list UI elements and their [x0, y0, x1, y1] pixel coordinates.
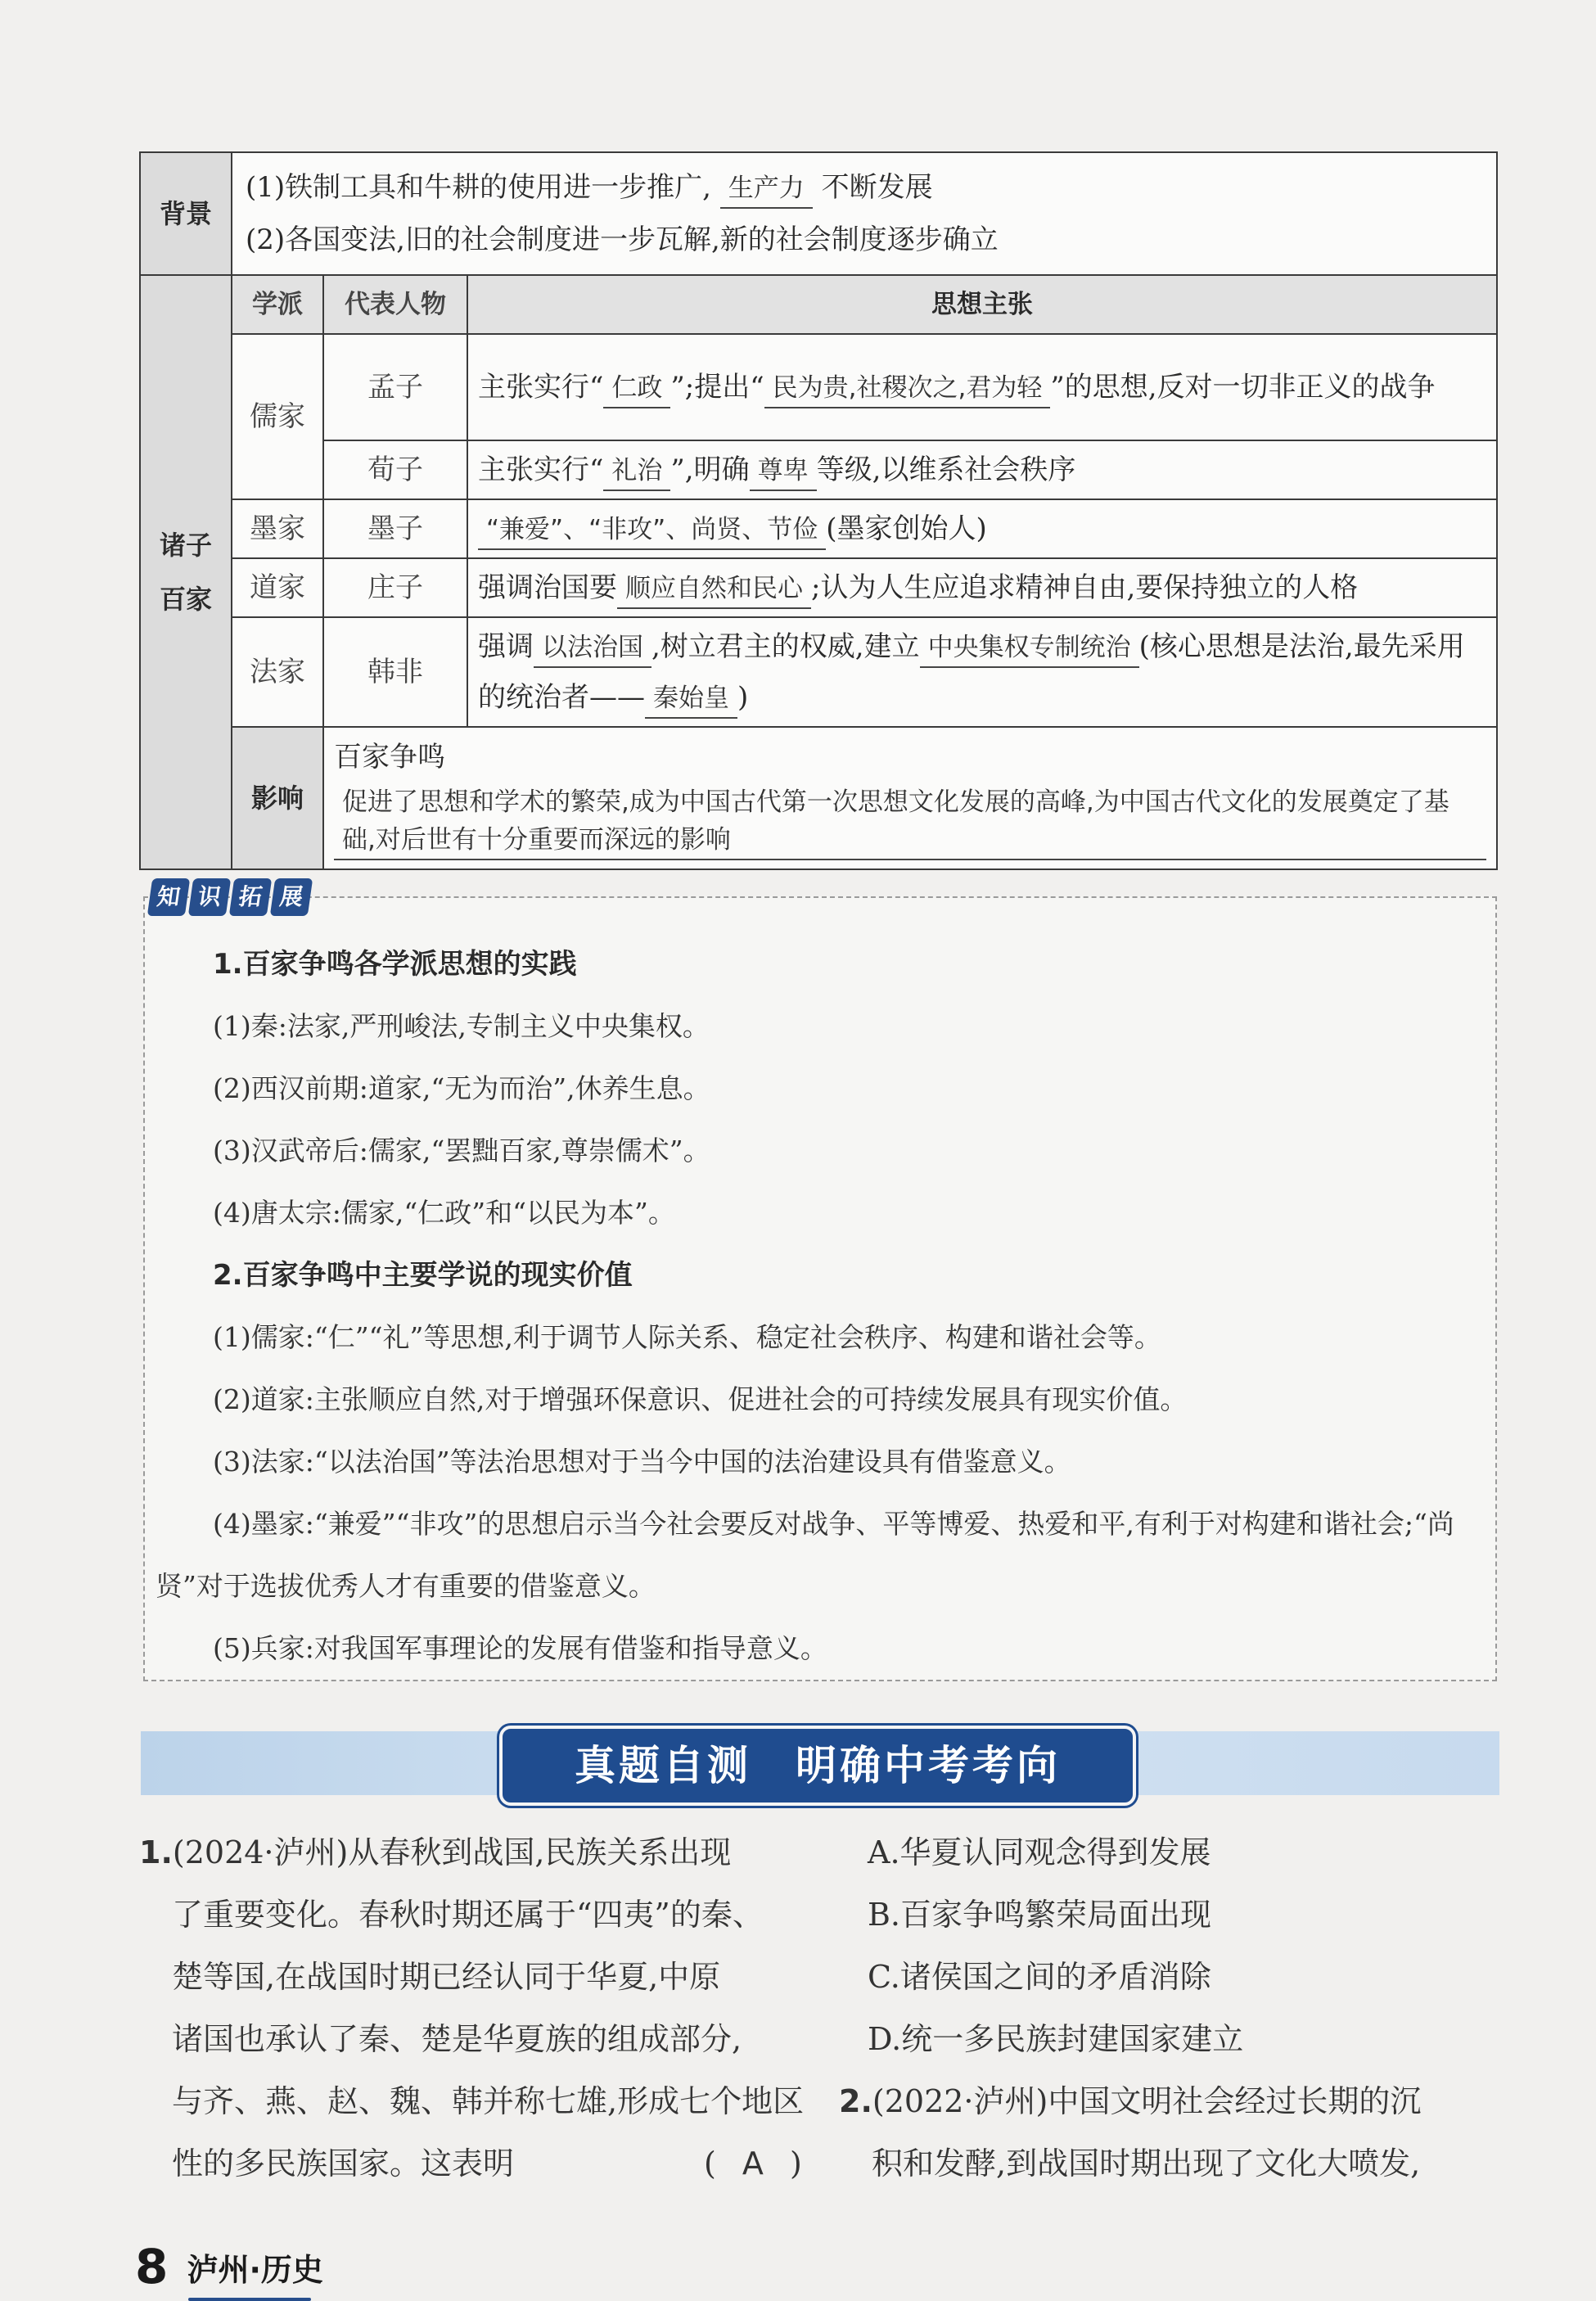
knowledge-item: (4)唐太宗:儒家,“仁政”和“以民为本”。 [213, 1197, 675, 1229]
header-person: 代表人物 [323, 275, 467, 334]
question-number: 1. [139, 1834, 173, 1870]
background-content: (1)铁制工具和牛耕的使用进一步推广, 生产力 不断发展 (2)各国变法,旧的社会制度进一步瓦解,新的社会制度逐步确立 [232, 152, 1497, 275]
option-b: B.百家争鸣繁荣局面出现 [868, 1897, 1212, 1933]
mo-school: 墨家 [232, 499, 323, 558]
dao-person: 庄子 [323, 558, 467, 617]
header-idea: 思想主张 [467, 275, 1497, 334]
fill-productivity: 生产力 [720, 169, 813, 209]
answer-slot: ( A ) [704, 2145, 802, 2181]
question-2: 2.(2022·泸州)中国文明社会经过长期的沉 积和发酵,到战国时期出现了文化大喷发, [839, 2083, 1422, 2181]
knowledge-item: (3)法家:“以法治国”等法治思想对于当今中国的法治建设具有借鉴意义。 [213, 1446, 1071, 1478]
knowledge-item: (2)西汉前期:道家,“无为而治”,休养生息。 [213, 1072, 710, 1104]
knowledge-item: (4)墨家:“兼爱”“非攻”的思想启示当今社会要反对战争、平等博爱、热爱和平,有利于对构建和谐社会;“尚贤”对于选拔优秀人才有重要的借鉴意义。 [156, 1508, 1454, 1602]
page-footer [135, 2239, 323, 2294]
fa-row [140, 617, 1497, 727]
knowledge-item: (5)兵家:对我国军事理论的发展有借鉴和指导意义。 [213, 1632, 827, 1664]
dao-school: 道家 [232, 558, 323, 617]
mo-person: 墨子 [323, 499, 467, 558]
dao-row [140, 558, 1497, 617]
option-c: C.诸侯国之间的矛盾消除 [868, 1959, 1211, 1995]
mencius-person: 孟子 [323, 334, 467, 440]
ru-school: 儒家 [232, 334, 323, 499]
question-1: 1.(2024·泸州)从春秋到战国,民族关系出现 了重要变化。春秋时期还属于“四夷”的秦、 楚等国,在战国时期已经认同于华夏,中原 诸国也承认了秦、楚是华夏族的组成部分, 与齐、燕、赵、魏、韩并称七雄,形成七个地区 性的多民族国家。这表明 ( A ) [139, 1821, 818, 2195]
fa-idea: 强调 以法治国 ,树立君主的权威,建立 中央集权专制统治 (核心思想是法治,最先采用的统治者—— 秦始皇 ) [467, 617, 1497, 727]
xunzi-idea: 主张实行“ 礼治 ”,明确 尊卑 等级,以维系社会秩序 [467, 440, 1497, 499]
fa-person: 韩非 [323, 617, 467, 727]
mencius-idea: 主张实行“ 仁政 ”;提出“ 民为贵,社稷次之,君为轻 ”的思想,反对一切非正义的战争 [467, 334, 1497, 440]
schools-label: 诸子 百家 [140, 275, 232, 869]
header-school: 学派 [232, 275, 323, 334]
xunzi-row [140, 440, 1497, 499]
footer-underline [188, 2298, 311, 2301]
knowledge-content [156, 933, 1490, 1680]
question-number: 2. [839, 2083, 872, 2119]
option-d: D.统一多民族封建国家建立 [868, 2021, 1244, 2057]
page-number: 8 [135, 2239, 169, 2294]
knowledge-item: (1)秦:法家,严刑峻法,专制主义中央集权。 [213, 1010, 710, 1042]
knowledge-item: (1)儒家:“仁”“礼”等思想,利于调节人际关系、稳定社会秩序、构建和谐社会等。 [213, 1321, 1161, 1353]
knowledge-heading-2: 2.百家争鸣中主要学说的现实价值 [213, 1259, 633, 1292]
xunzi-person: 荀子 [323, 440, 467, 499]
influence-row [140, 727, 1497, 869]
knowledge-heading-1: 1.百家争鸣各学派思想的实践 [213, 948, 577, 981]
knowledge-item: (3)汉武帝后:儒家,“罢黜百家,尊崇儒术”。 [213, 1135, 710, 1166]
mo-row [140, 499, 1497, 558]
knowledge-tag: 知 识 拓 展 [150, 878, 310, 918]
schools-header-row [140, 275, 1497, 334]
dao-idea: 强调治国要 顺应自然和民心 ;认为人生应追求精神自由,要保持独立的人格 [467, 558, 1497, 617]
section-banner: 真题自测 明确中考考向 [499, 1726, 1136, 1806]
mo-idea: “兼爱”、“非攻”、尚贤、节俭 (墨家创始人) [467, 499, 1497, 558]
background-row [140, 152, 1497, 275]
footer-label: 泸州·历史 [187, 2251, 323, 2288]
influence-content: 百家争鸣促进了思想和学术的繁荣,成为中国古代第一次思想文化发展的高峰,为中国古代文化的发展奠定了基础,对后世有十分重要而深远的影响 [323, 727, 1497, 869]
mencius-row [140, 334, 1497, 440]
hundred-schools-table [139, 151, 1498, 870]
answer-text: A [742, 2145, 764, 2181]
fa-school: 法家 [232, 617, 323, 727]
question-1-options [868, 1821, 1506, 2070]
background-label: 背景 [140, 152, 232, 275]
option-a: A.华夏认同观念得到发展 [868, 1834, 1211, 1870]
influence-label: 影响 [232, 727, 323, 869]
knowledge-item: (2)道家:主张顺应自然,对于增强环保意识、促进社会的可持续发展具有现实价值。 [213, 1383, 1188, 1415]
